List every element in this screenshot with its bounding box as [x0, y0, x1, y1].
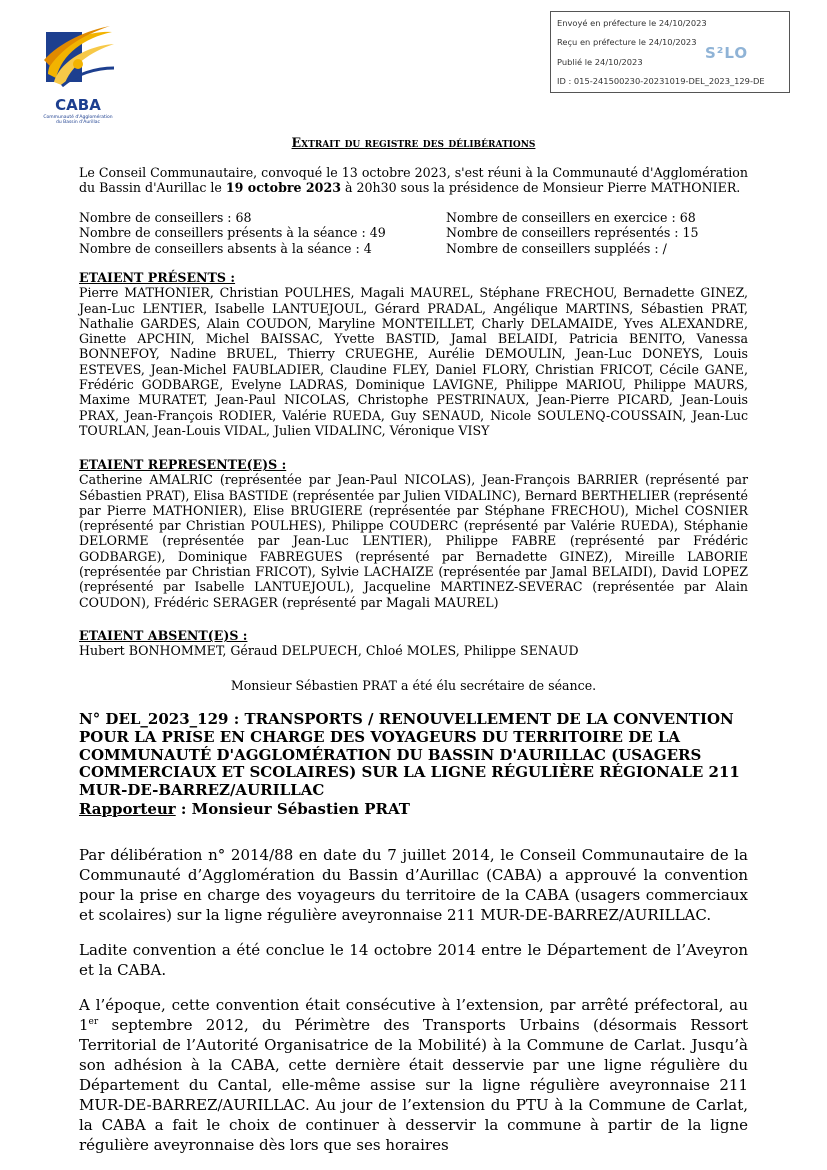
intro-part2: à 20h30 sous la présidence de Monsieur Pierre MATHONIER.	[340, 180, 741, 196]
rapporteur-value: : Monsieur Sébastien PRAT	[175, 800, 410, 818]
represented-section	[79, 457, 748, 610]
caba-logo	[40, 22, 116, 130]
represented-heading: ETAIENT REPRESENTE(E)S :	[79, 457, 287, 472]
prefecture-stamp	[550, 11, 790, 93]
logo-subtext: Communauté d'Agglomération du Bassin d'Aurillac	[43, 115, 113, 125]
slo-logo: S²LO	[705, 44, 749, 62]
absent-heading: ETAIENT ABSENT(E)S :	[79, 628, 248, 643]
rapporteur	[79, 801, 410, 819]
body-p3	[79, 995, 748, 1155]
caba-logo-graphic	[40, 22, 116, 96]
rapporteur-label: Rapporteur	[79, 800, 176, 818]
stamp-published: Publié le 24/10/2023	[557, 57, 643, 67]
present-heading: ETAIENT PRÉSENTS :	[79, 270, 236, 285]
body-p3-part-b: septembre 2012, du Périmètre des Transports Urbains (désormais Ressort Territorial de l’Autorité Organisatrice de la Mobilité) à la Commune de Carlat. Jusqu’à son adhésion à la CABA, cette dernière était desservie par une ligne régulière du Département du Cantal, elle-même assise sur la ligne régulière aveyronnaise 211 MUR-DE-BARREZ/AURILLAC. Au jour de l’extension du PTU à la Commune de Carlat, la CABA a fait le choix de continuer à desservir la commune à partir de la ligne régulière aveyronnaise dès lors que ses horaires	[79, 1016, 748, 1154]
body-p3-part-a: A l’époque, cette convention était consécutive à l’extension, par arrêté préfectoral, au 1	[79, 996, 748, 1034]
count-present: Nombre de conseillers présents à la séance : 49	[79, 225, 386, 241]
meeting-date: 19 octobre 2023	[225, 180, 341, 196]
secretary-line: Monsieur Sébastien PRAT a été élu secrétaire de séance.	[230, 678, 597, 693]
present-section	[79, 270, 748, 438]
count-absent: Nombre de conseillers absents à la séance : 4	[79, 240, 372, 256]
present-list: Pierre MATHONIER, Christian POULHES, Magali MAUREL, Stéphane FRECHOU, Bernadette GINEZ, Jean-Luc LENTIER, Isabelle LANTUEJOUL, Gérard PRADAL, Angélique MARTINS, Sébastien PRAT, Nathalie GARDES, Alain COUDON, Maryline MONTEILLET, Charly DELAMAIDE, Yves ALEXANDRE, Ginette APCHIN, Michel BAISSAC, Yvette BASTID, Jamal BELAIDI, Patricia BENITO, Vanessa BONNEFOY, Nadine BRUEL, Thierry CRUEGHE, Aurélie DEMOULIN, Jean-Luc DONEYS, Louis ESTEVES, Jean-Michel FAUBLADIER, Claudine FLEY, Daniel FLORY, Christian FRICOT, Cécile GANE, Frédéric GODBARGE, Evelyne LADRAS, Dominique LAVIGNE, Philippe MARIOU, Philippe MAURS, Maxime MURATET, Jean-Paul NICOLAS, Christophe PESTRINAUX, Jean-Pierre PICARD, Jean-Louis PRAX, Jean-François RODIER, Valérie RUEDA, Guy SENAUD, Nicole SOULENQ-COUSSAIN, Jean-Luc TOURLAN, Jean-Louis VIDAL, Julien VIDALINC, Véronique VISY	[79, 285, 748, 438]
deliberation-title: N° DEL_2023_129 : TRANSPORTS / RENOUVELLEMENT DE LA CONVENTION POUR LA PRISE EN CHARGE DES VOYAGEURS DU TERRITOIRE DE LA COMMUNAUTÉ D'AGGLOMÉRATION DU BASSIN D'AURILLAC (USAGERS COMMERCIAUX ET SCOLAIRES) SUR LA LIGNE RÉGULIÈRE RÉGIONALE 211 MUR-DE-BARREZ/AURILLAC	[79, 710, 740, 800]
represented-list: Catherine AMALRIC (représentée par Jean-Paul NICOLAS), Jean-François BARRIER (représenté par Sébastien PRAT), Elisa BASTIDE (représentée par Julien VIDALINC), Bernard BERTHELIER (représenté par Pierre MATHONIER), Elise BRUGIERE (représentée par Stéphane FRECHOU), Michel COSNIER (représenté par Christian POULHES), Philippe COUDERC (représenté par Valérie RUEDA), Stéphanie DELORME (représentée par Jean-Luc LENTIER), Philippe FABRE (représenté par Frédéric GODBARGE), Dominique FABREGUES (représenté par Bernadette GINEZ), Mireille LABORIE (représentée par Christian FRICOT), Sylvie LACHAIZE (représentée par Jamal BELAIDI), David LOPEZ (représenté par Isabelle LANTUEJOUL), Jacqueline MARTINEZ-SEVERAC (représentée par Alain COUDON), Frédéric SERAGER (représenté par Magali MAUREL)	[79, 472, 748, 610]
body-paragraph-1	[79, 845, 748, 925]
absent-section	[79, 628, 748, 659]
body-paragraph-3	[79, 995, 748, 1155]
body-paragraph-2	[79, 940, 748, 980]
intro-paragraph	[79, 165, 748, 196]
absent-list: Hubert BONHOMMET, Géraud DELPUECH, Chloé MOLES, Philippe SENAUD	[79, 643, 579, 659]
body-p3-sup: er	[88, 1017, 99, 1027]
count-total: Nombre de conseillers : 68	[79, 210, 252, 225]
intro-part1: Le Conseil Communautaire, convoqué le 13 octobre 2023, s'est réuni à la Communauté d'Agglomération du Bassin d'Aurillac le	[79, 165, 748, 196]
body-p1: Par délibération n° 2014/88 en date du 7 juillet 2014, le Conseil Communautaire de la Communauté d’Agglomération du Bassin d’Aurillac (CABA) a approuvé la convention pour la prise en charge des voyageurs du territoire de la CABA (usagers commerciaux et scolaires) sur la ligne régulière aveyronnaise 211 MUR-DE-BARREZ/AURILLAC.	[79, 846, 748, 924]
register-title	[0, 135, 827, 150]
count-substituted: Nombre de conseillers suppléés : /	[446, 240, 667, 256]
logo-text: CABA	[55, 96, 101, 114]
register-title-text: Extrait du registre des délibérations	[291, 135, 536, 150]
count-represented: Nombre de conseillers représentés : 15	[446, 225, 699, 241]
stamp-received: Reçu en préfecture le 24/10/2023	[557, 37, 697, 47]
intro	[79, 165, 748, 196]
body-p2: Ladite convention a été conclue le 14 octobre 2014 entre le Département de l’Aveyron et la CABA.	[79, 941, 748, 979]
stamp-sent: Envoyé en préfecture le 24/10/2023	[557, 18, 707, 28]
stamp-id: ID : 015-241500230-20231019-DEL_2023_129-DE	[557, 76, 765, 86]
count-in-office: Nombre de conseillers en exercice : 68	[446, 210, 696, 225]
council-counts	[79, 210, 748, 256]
